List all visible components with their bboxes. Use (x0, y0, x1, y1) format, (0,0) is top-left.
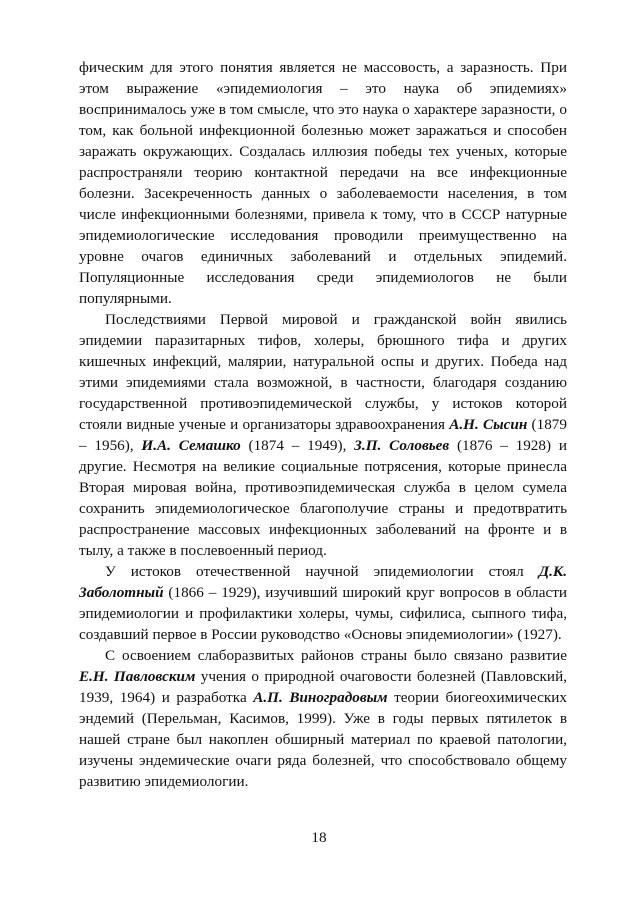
paragraph-3 (79, 561, 567, 645)
person-name: З.П. Соловьев (354, 437, 450, 454)
person-name: Д.К. Заболотный (79, 563, 567, 601)
paragraph-text: теории биогеохимических эндемий (Перельман, Касимов, 1999). Уже в годы первых пятилеток в нашей стране был накоплен обширный материал по краевой патологии, изучены эндемические очаги ряда болезней, что способствовало общему развитию эпидемиологии. (79, 689, 567, 790)
page-body (79, 57, 567, 792)
paragraph-text: фическим для этого понятия является не массовость, а заразность. При этом выражение «эпидемиология – это наука об эпидемиях» воспринималось уже в том смысле, что это наука о характере заразности, о том, как больной инфекционной болезнью может заражаться и способен заражать окружающих. Создалась иллюзия победы тех ученых, которые распространяли теорию контактной передачи на все инфекционные болезни. Засекреченность данных о заболеваемости населения, в том числе инфекционными болезнями, привела к тому, что в СССР натурные эпидемиологические исследования проводили преимущественно на уровне очагов единичных заболеваний и отдельных эпидемий. Популяционные исследования среди эпидемиологов не были популярными. (79, 59, 567, 307)
page-number: 18 (311, 829, 327, 846)
paragraph-4 (79, 645, 567, 792)
person-name: А.П. Виноградовым (253, 689, 388, 706)
paragraph-text: (1879 – 1956), (79, 416, 567, 454)
paragraph-text: Последствиями Первой мировой и гражданской войн явились эпидемии паразитарных тифов, холеры, брюшного тифа и других кишечных инфекций, малярии, натуральной оспы и других. Победа над этими эпидемиями стала возможной, в частности, благодаря созданию государственной противоэпидемической службы, у истоков которой стояли видные ученые и организаторы здравоохранения (79, 311, 567, 433)
person-name: Е.Н. Павловским (79, 668, 196, 685)
paragraph-text: (1876 – 1928) и другие. Несмотря на великие социальные потрясения, которые принесла Вторая мировая война, противоэпидемическая служба в целом сумела сохранить эпидемиологическое благополучие страны и предотвратить распространение массовых инфекционных заболеваний на фронте и в тылу, а также в послевоенный период. (79, 437, 567, 559)
paragraph-text: (1874 – 1949), (240, 437, 355, 454)
paragraph-1 (79, 57, 567, 309)
person-name: А.Н. Сысин (449, 416, 528, 433)
paragraph-text: С освоением слаборазвитых районов страны было связано развитие (105, 647, 567, 664)
paragraph-text: (1866 – 1929), изучивший широкий круг вопросов в области эпидемиологии и профилактики холеры, чумы, сифилиса, сыпного тифа, создавший первое в России руководство «Основы эпидемиологии» (1927). (79, 584, 567, 643)
paragraph-text: У истоков отечественной научной эпидемиологии стоял (105, 563, 539, 580)
paragraph-2 (79, 309, 567, 561)
paragraph-text: учения о природной очаговости болезней (Павловский, 1939, 1964) и разработка (79, 668, 567, 706)
person-name: И.А. Семашко (141, 437, 241, 454)
